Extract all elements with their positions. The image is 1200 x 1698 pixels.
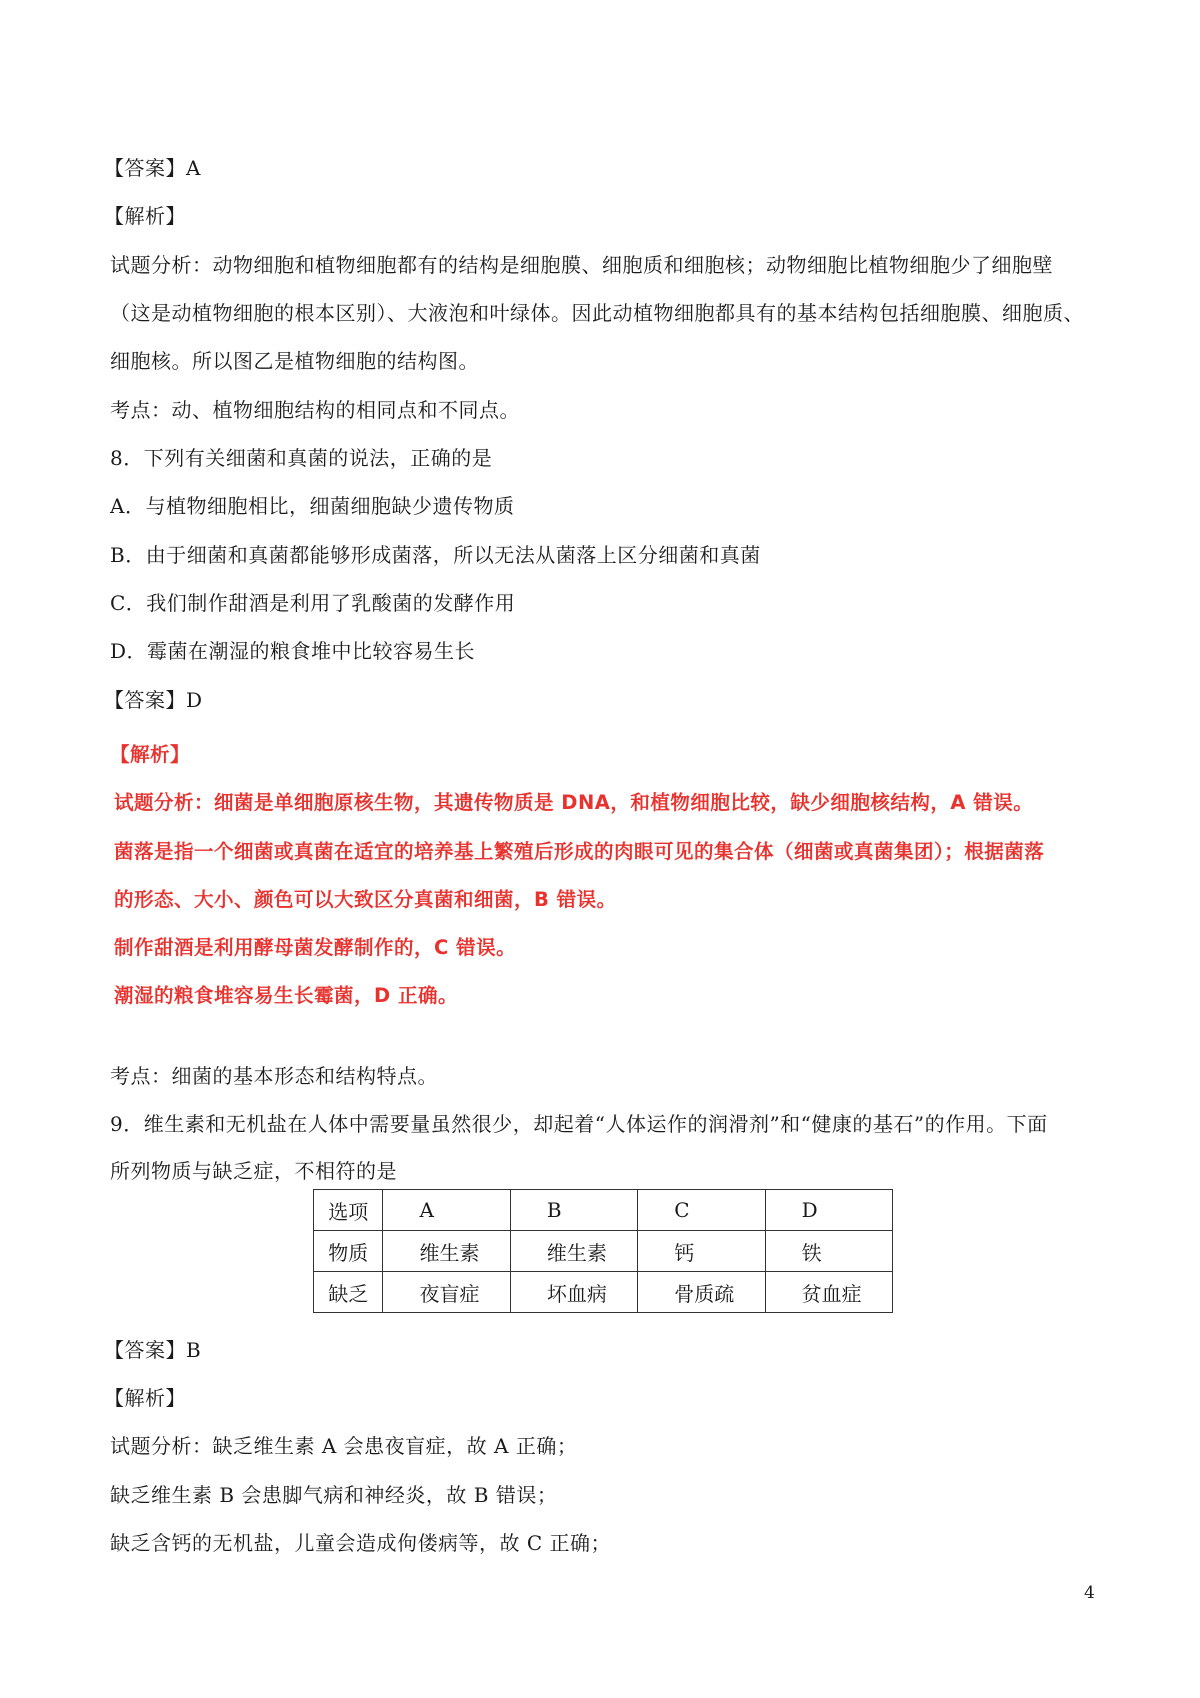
deficiency-table [313,1189,893,1313]
analysis-text-line: 细胞核。所以图乙是植物细胞的结构图。 [110,349,479,373]
table-cell: 夜盲症 [383,1272,510,1313]
table-cell: D [765,1190,892,1231]
analysis-label-red: 【解析】 [110,743,191,766]
table-cell: 铁 [765,1231,892,1272]
table-cell: 选项 [314,1190,383,1231]
analysis-text-line: 缺乏含钙的无机盐，儿童会造成佝偻病等，故 C 正确； [110,1531,612,1555]
analysis-red-line: 潮湿的粮食堆容易生长霉菌，D 正确。 [114,984,458,1007]
question-9-stem: 所列物质与缺乏症，不相符的是 [110,1159,397,1183]
answer-line: 【答案】B [104,1338,202,1362]
table-cell: 维生素 [510,1231,637,1272]
table-cell: 骨质疏 [638,1272,765,1313]
analysis-red-line: 制作甜酒是利用酵母菌发酵制作的，C 错误。 [114,936,517,959]
analysis-label: 【解析】 [104,1386,186,1410]
analysis-red-line: 的形态、大小、颜色可以大致区分真菌和细菌，B 错误。 [114,888,617,911]
analysis-text-line: 试题分析：缺乏维生素 A 会患夜盲症，故 A 正确； [110,1434,578,1458]
analysis-red-line: 菌落是指一个细菌或真菌在适宜的培养基上繁殖后形成的肉眼可见的集合体（细菌或真菌集团）；根据菌落 [114,840,1045,863]
question-8-stem: 8．下列有关细菌和真菌的说法，正确的是 [110,446,493,470]
answer-line: 【答案】A [104,156,201,180]
option-c: C．我们制作甜酒是利用了乳酸菌的发酵作用 [110,591,516,615]
page-number: 4 [1084,1583,1095,1603]
table-row [314,1272,893,1313]
option-b: B．由于细菌和真菌都能够形成菌落，所以无法从菌落上区分细菌和真菌 [110,543,761,567]
table-cell: 坏血病 [510,1272,637,1313]
table-cell: B [510,1190,637,1231]
option-a: A．与植物细胞相比，细菌细胞缺少遗传物质 [110,494,515,518]
answer-line: 【答案】D [104,688,203,712]
table-cell: 缺乏 [314,1272,383,1313]
analysis-label: 【解析】 [104,204,186,228]
kaodian-line: 考点：动、植物细胞结构的相同点和不同点。 [110,398,520,422]
table-row [314,1190,893,1231]
table-cell: A [383,1190,510,1231]
table-cell: 钙 [638,1231,765,1272]
option-d: D．霉菌在潮湿的粮食堆中比较容易生长 [110,639,476,663]
table-cell: 物质 [314,1231,383,1272]
table-cell: C [638,1190,765,1231]
table-cell: 维生素 [383,1231,510,1272]
analysis-red-line: 试题分析：细菌是单细胞原核生物，其遗传物质是 DNA，和植物细胞比较，缺少细胞核结构，A 错误。 [114,791,1034,814]
table-cell: 贫血症 [765,1272,892,1313]
analysis-text-line: （这是动植物细胞的根本区别）、大液泡和叶绿体。因此动植物细胞都具有的基本结构包括细胞膜、细胞质、 [110,301,1084,325]
kaodian-line: 考点：细菌的基本形态和结构特点。 [110,1064,438,1088]
question-9-stem: 9．维生素和无机盐在人体中需要量虽然很少，却起着“人体运作的润滑剂”和“健康的基石”的作用。下面 [110,1112,1048,1136]
analysis-text-line: 试题分析：动物细胞和植物细胞都有的结构是细胞膜、细胞质和细胞核；动物细胞比植物细胞少了细胞壁 [110,253,1053,277]
analysis-text-line: 缺乏维生素 B 会患脚气病和神经炎，故 B 错误； [110,1483,558,1507]
table-row [314,1231,893,1272]
